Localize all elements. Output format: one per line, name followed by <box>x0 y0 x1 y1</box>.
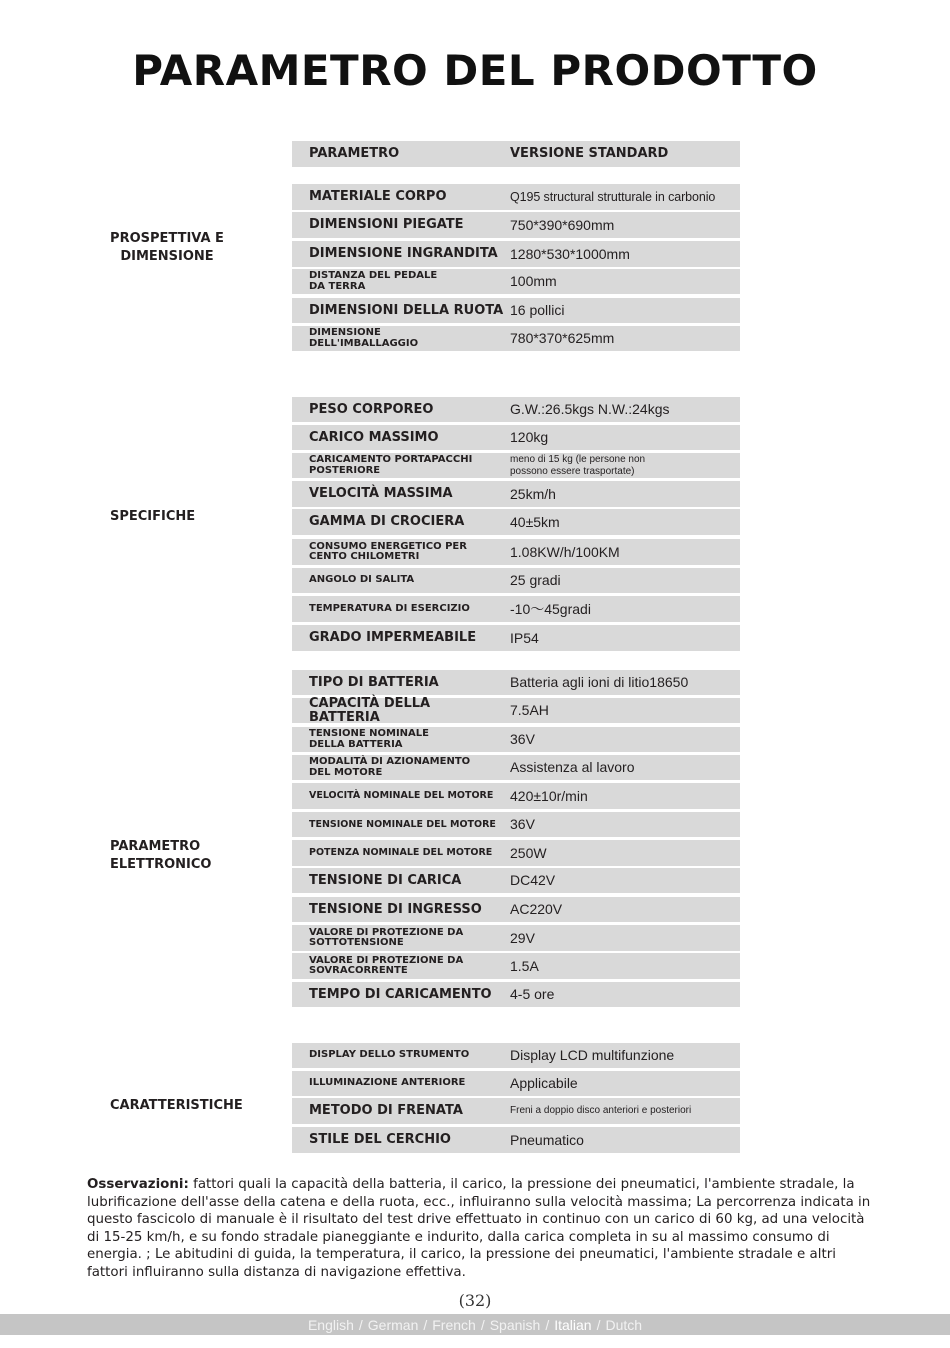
row-parameter-line: VALORE DI PROTEZIONE DA <box>309 926 464 938</box>
row-value: Applicabile <box>510 1075 578 1092</box>
table-row <box>292 509 740 535</box>
table-row <box>292 241 740 267</box>
table-row <box>292 596 740 622</box>
row-parameter: DIMENSIONI DELLA RUOTA <box>309 302 504 318</box>
row-parameter: GRADO IMPERMEABILE <box>309 630 477 646</box>
row-parameter-line: DELLA BATTERIA <box>309 738 403 750</box>
row-parameter: DISPLAY DELLO STRUMENTO <box>309 1049 470 1061</box>
row-value: 420±10r/min <box>510 787 588 804</box>
row-parameter <box>309 953 505 979</box>
row-value: 7.5AH <box>510 702 549 719</box>
table-row <box>292 184 740 210</box>
row-value: IP54 <box>510 629 539 646</box>
table-row <box>292 1127 740 1153</box>
row-value: 4-5 ore <box>510 986 555 1003</box>
row-parameter: MATERIALE CORPO <box>309 189 447 205</box>
row-parameter-line: CARICAMENTO PORTAPACCHI <box>309 454 473 465</box>
table-row <box>292 812 740 837</box>
row-parameter-line: DIMENSIONE <box>309 327 381 338</box>
row-parameter-line: MODALITÀ DI AZIONAMENTO <box>309 756 471 767</box>
row-value: 780*370*625mm <box>510 330 615 347</box>
page-title: PARAMETRO DEL PRODOTTO <box>132 46 818 95</box>
row-parameter-line: CENTO CHILOMETRI <box>309 551 420 562</box>
row-parameter: VELOCITÀ MASSIMA <box>309 486 453 502</box>
row-parameter <box>309 925 505 951</box>
row-parameter: STILE DEL CERCHIO <box>309 1132 451 1148</box>
row-value: 25 gradi <box>510 572 561 589</box>
table-row <box>292 1098 740 1124</box>
row-parameter-line: DISTANZA DEL PEDALE <box>309 270 438 281</box>
table-row <box>292 953 740 979</box>
row-value: 16 pollici <box>510 302 565 319</box>
section-label-line: ELETTRONICO <box>110 857 212 872</box>
section-label-line: DIMENSIONE <box>120 249 214 264</box>
table-header <box>292 141 740 167</box>
table-row <box>292 326 740 351</box>
row-parameter: ILLUMINAZIONE ANTERIORE <box>309 1077 466 1089</box>
table-row <box>292 1071 740 1096</box>
language-separator: / <box>545 1316 550 1333</box>
row-parameter <box>309 453 505 478</box>
row-parameter: POTENZA NOMINALE DEL MOTORE <box>309 847 493 859</box>
table-row <box>292 568 740 593</box>
header-version: VERSIONE STANDARD <box>510 145 669 161</box>
table-row <box>292 425 740 450</box>
row-value: AC220V <box>510 901 563 918</box>
row-parameter-line: SOVRACORRENTE <box>309 965 408 976</box>
row-parameter: ANGOLO DI SALITA <box>309 574 415 586</box>
row-parameter-line: POSTERIORE <box>309 464 381 476</box>
row-parameter: TENSIONE DI CARICA <box>309 872 462 888</box>
row-parameter: TENSIONE NOMINALE DEL MOTORE <box>309 818 496 830</box>
section-label-line: CARATTERISTICHE <box>110 1098 243 1113</box>
language-separator: / <box>358 1316 363 1333</box>
section-label-line: PROSPETTIVA E <box>110 231 224 246</box>
table-row <box>292 212 740 238</box>
row-parameter-line: CONSUMO ENERGETICO PER <box>309 540 467 552</box>
row-value-line: meno di 15 kg (le persone non <box>510 454 646 465</box>
row-parameter: TIPO DI BATTERIA <box>309 674 439 690</box>
row-parameter: DIMENSIONE INGRANDITA <box>309 246 498 262</box>
table-row <box>292 783 740 809</box>
row-value: 1.5A <box>510 957 539 974</box>
row-parameter-line: TENSIONE NOMINALE <box>309 728 429 739</box>
row-value: 100mm <box>510 273 557 290</box>
table-row <box>292 298 740 323</box>
row-parameter: TEMPO DI CARICAMENTO <box>309 986 492 1002</box>
row-value: Q195 structural strutturale in carbonio <box>510 189 716 204</box>
row-value: G.W.:26.5kgs N.W.:24kgs <box>510 401 670 418</box>
table-row <box>292 727 740 752</box>
row-value: DC42V <box>510 872 556 889</box>
row-value <box>510 453 740 478</box>
table-row <box>292 670 740 695</box>
row-parameter-line: DA TERRA <box>309 280 366 292</box>
row-parameter: PESO CORPOREO <box>309 401 434 417</box>
row-value-line: possono essere trasportate) <box>510 465 635 477</box>
language-italian: Italian <box>554 1316 592 1333</box>
row-value: Pneumatico <box>510 1131 584 1148</box>
language-french: French <box>432 1316 476 1333</box>
header-parameter: PARAMETRO <box>309 146 400 162</box>
table-row <box>292 897 740 922</box>
row-parameter: TENSIONE DI INGRESSO <box>309 901 482 917</box>
row-parameter-line: DELL'IMBALLAGGIO <box>309 337 419 349</box>
language-spanish: Spanish <box>489 1316 541 1333</box>
table-row <box>292 925 740 951</box>
row-value: 1.08KW/h/100KM <box>510 543 620 560</box>
row-value: Batteria agli ioni di litio18650 <box>510 674 689 691</box>
row-value: 250W <box>510 844 547 861</box>
row-value: -10～45gradi <box>510 600 591 617</box>
language-dutch: Dutch <box>605 1316 643 1333</box>
table-row <box>292 397 740 422</box>
section-label <box>110 838 270 874</box>
row-value: 36V <box>510 816 535 833</box>
row-value: 750*390*690mm <box>510 216 615 233</box>
row-value: 40±5km <box>510 513 560 530</box>
row-parameter-line: SOTTOTENSIONE <box>309 937 404 948</box>
row-value: Assistenza al lavoro <box>510 759 635 776</box>
row-parameter: CARICO MASSIMO <box>309 429 439 445</box>
table-row <box>292 1043 740 1068</box>
row-value: 25km/h <box>510 485 556 502</box>
row-parameter-line: VALORE DI PROTEZIONE DA <box>309 954 464 966</box>
language-german: German <box>367 1316 419 1333</box>
row-parameter: DIMENSIONI PIEGATE <box>309 217 464 233</box>
row-value: 29V <box>510 929 535 946</box>
row-parameter <box>309 269 505 294</box>
section-label <box>110 230 224 266</box>
row-value: 1280*530*1000mm <box>510 245 630 262</box>
row-parameter: CAPACITÀ DELLA BATTERIA <box>309 695 431 725</box>
row-value: 36V <box>510 731 535 748</box>
row-parameter <box>309 755 505 780</box>
section-label-line: PARAMETRO <box>110 839 201 854</box>
row-parameter <box>309 539 505 565</box>
row-parameter <box>309 326 505 351</box>
page-number: (32) <box>458 1291 492 1310</box>
table-row <box>292 695 740 725</box>
language-separator: / <box>480 1316 485 1333</box>
section-label-line: SPECIFICHE <box>110 509 196 524</box>
table-row <box>292 453 740 478</box>
row-value: 120kg <box>510 429 549 446</box>
row-parameter: GAMMA DI CROCIERA <box>309 514 465 530</box>
language-separator: / <box>596 1316 601 1333</box>
row-value: Freni a doppio disco anteriori e posteriori <box>510 1105 692 1117</box>
notes <box>87 1176 877 1282</box>
language-separator: / <box>423 1316 428 1333</box>
section-label <box>110 508 270 526</box>
row-parameter-line: DEL MOTORE <box>309 766 383 778</box>
row-parameter: TEMPERATURA DI ESERCIZIO <box>309 602 470 614</box>
table-row <box>292 982 740 1007</box>
table-row <box>292 755 740 780</box>
row-parameter <box>309 727 505 752</box>
row-value: Display LCD multifunzione <box>510 1047 675 1064</box>
table-row <box>292 481 740 507</box>
notes-label: Osservazioni: <box>87 1177 189 1192</box>
section-label <box>110 1097 270 1115</box>
notes-text: fattori quali la capacità della batteria, il carico, la pressione dei pneumatici, l'ambiente stradale, la lubrificazione dell'asse della catena e della ruota, ecc., influiranno sulla velocità massima; La percorrenza indicata in questo fascicolo di manuale è il risultato del test drive effettuato in continuo con un carico di 60 kg, ad una velocità di 15-25 km/h, e su fondo stradale pianeggiante e indurito, dalla carica completa in su al massimo consumo di energia. ; Le abitudini di guida, la temperatura, il carico, la pressione dei pneumatici, l'ambiente stradale e altri fattori influiranno sulla distanza di navigazione effettiva. <box>87 1177 871 1280</box>
language-english: English <box>307 1316 354 1333</box>
row-parameter: VELOCITÀ NOMINALE DEL MOTORE <box>309 790 494 802</box>
row-parameter: METODO DI FRENATA <box>309 1103 463 1119</box>
table-row <box>292 868 740 893</box>
table-row <box>292 539 740 565</box>
table-row <box>292 625 740 651</box>
table-row <box>292 840 740 866</box>
language-bar <box>0 1314 950 1335</box>
table-row <box>292 269 740 294</box>
